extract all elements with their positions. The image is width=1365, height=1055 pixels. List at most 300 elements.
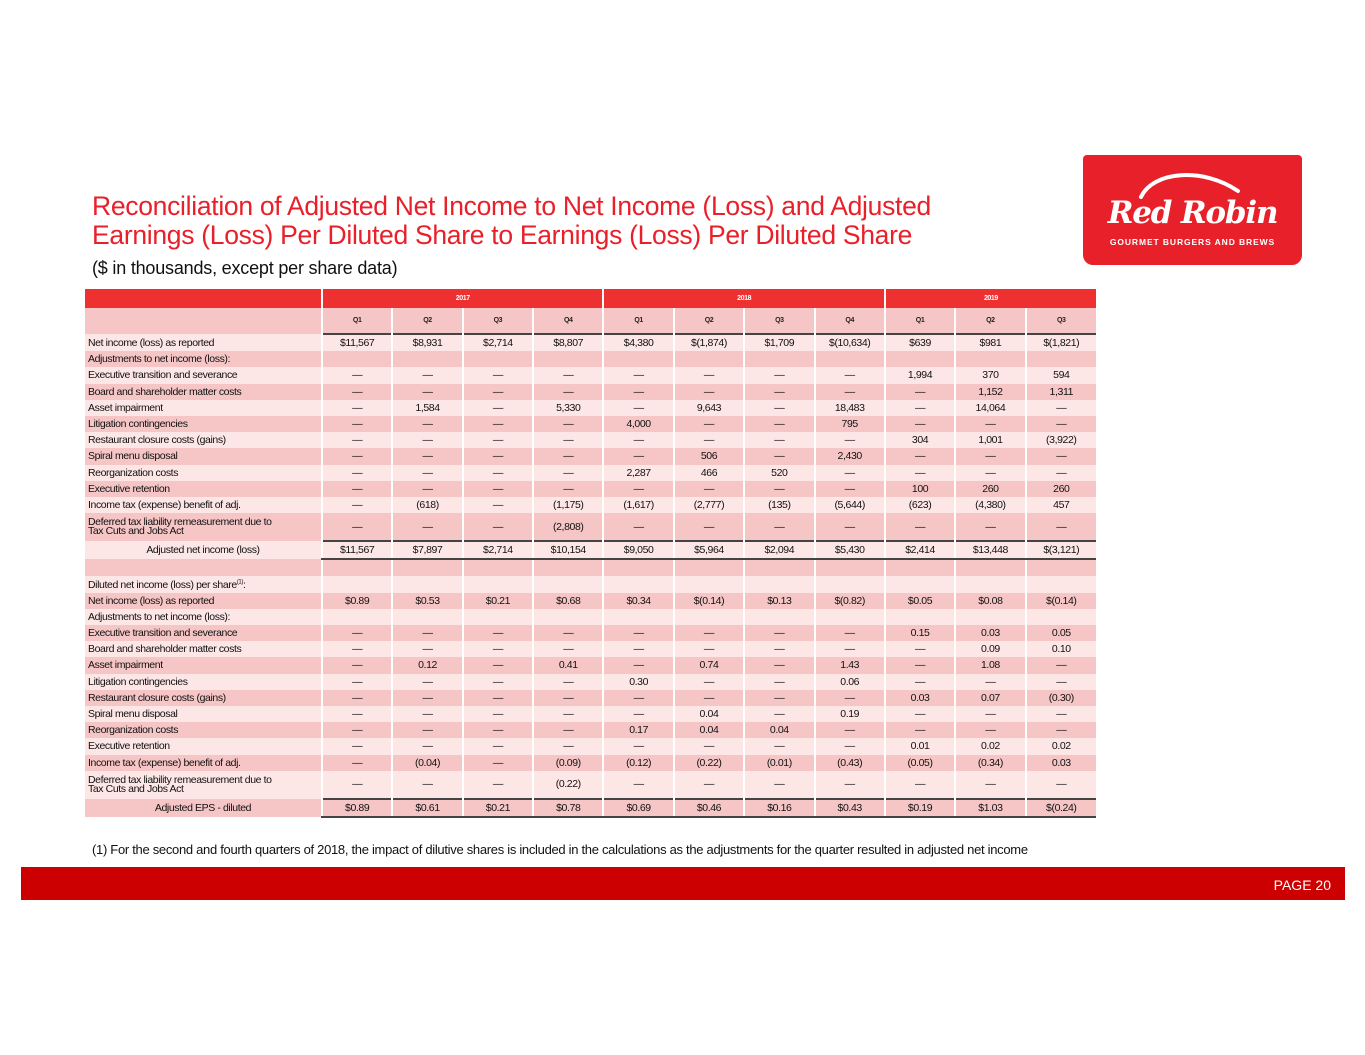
- value-cell: 260: [955, 481, 1025, 497]
- value-cell: —: [463, 465, 533, 481]
- value-cell: [322, 351, 392, 367]
- value-cell: —: [674, 641, 744, 657]
- value-cell: 0.03: [955, 625, 1025, 641]
- value-cell: —: [603, 771, 673, 799]
- value-cell: [674, 609, 744, 625]
- value-cell: —: [603, 513, 673, 541]
- value-cell: —: [1026, 771, 1096, 799]
- value-cell: —: [322, 674, 392, 690]
- value-cell: 0.15: [885, 625, 955, 641]
- value-cell: $8,807: [533, 334, 603, 351]
- value-cell: [533, 559, 603, 576]
- value-cell: —: [392, 384, 462, 400]
- value-cell: $1.03: [955, 799, 1025, 817]
- value-cell: —: [815, 738, 885, 754]
- value-cell: —: [955, 674, 1025, 690]
- value-cell: $0.05: [885, 593, 955, 609]
- value-cell: $0.69: [603, 799, 673, 817]
- value-cell: —: [463, 690, 533, 706]
- row-label: [85, 559, 322, 576]
- value-cell: —: [392, 738, 462, 754]
- value-cell: —: [322, 657, 392, 673]
- table-row: [85, 641, 1096, 657]
- value-cell: $8,931: [392, 334, 462, 351]
- value-cell: 0.17: [603, 722, 673, 738]
- value-cell: —: [392, 432, 462, 448]
- value-cell: [603, 609, 673, 625]
- value-cell: —: [463, 497, 533, 513]
- value-cell: $5,430: [815, 541, 885, 559]
- value-cell: $0.61: [392, 799, 462, 817]
- value-cell: $11,567: [322, 541, 392, 559]
- value-cell: [392, 609, 462, 625]
- value-cell: (0.22): [533, 771, 603, 799]
- value-cell: —: [815, 367, 885, 383]
- value-cell: —: [322, 771, 392, 799]
- value-cell: $10,154: [533, 541, 603, 559]
- value-cell: —: [322, 367, 392, 383]
- value-cell: —: [674, 481, 744, 497]
- value-cell: 2,430: [815, 448, 885, 464]
- quarter-header: Q2: [955, 308, 1025, 334]
- value-cell: (2,808): [533, 513, 603, 541]
- value-cell: 1,584: [392, 400, 462, 416]
- value-cell: —: [533, 738, 603, 754]
- year-header-2018: 2018: [603, 289, 884, 308]
- red-robin-logo: [1083, 155, 1302, 265]
- value-cell: —: [392, 481, 462, 497]
- value-cell: —: [392, 722, 462, 738]
- value-cell: 0.41: [533, 657, 603, 673]
- value-cell: —: [674, 513, 744, 541]
- value-cell: —: [533, 432, 603, 448]
- table-row: [85, 755, 1096, 771]
- value-cell: —: [603, 738, 673, 754]
- row-label: [85, 657, 322, 673]
- year-header-row: [85, 289, 1096, 308]
- value-cell: —: [885, 674, 955, 690]
- value-cell: —: [674, 367, 744, 383]
- value-cell: —: [674, 690, 744, 706]
- value-cell: —: [744, 690, 814, 706]
- value-cell: [603, 351, 673, 367]
- value-cell: $11,567: [322, 334, 392, 351]
- year-header-blank: [85, 289, 322, 308]
- row-label: [85, 593, 322, 609]
- row-label-text: Net income (loss) as reported: [88, 336, 215, 349]
- table-row: [85, 541, 1096, 559]
- footer-bar: [21, 867, 1345, 900]
- value-cell: $0.53: [392, 593, 462, 609]
- value-cell: —: [533, 625, 603, 641]
- table-row: [85, 799, 1096, 817]
- value-cell: [744, 351, 814, 367]
- value-cell: 370: [955, 367, 1025, 383]
- value-cell: —: [1026, 448, 1096, 464]
- value-cell: $0.78: [533, 799, 603, 817]
- value-cell: [885, 609, 955, 625]
- value-cell: 260: [1026, 481, 1096, 497]
- value-cell: —: [322, 497, 392, 513]
- value-cell: (0.12): [603, 755, 673, 771]
- row-label: [85, 367, 322, 383]
- value-cell: —: [533, 722, 603, 738]
- value-cell: —: [885, 771, 955, 799]
- value-cell: —: [533, 416, 603, 432]
- value-cell: —: [463, 722, 533, 738]
- row-label: [85, 513, 322, 541]
- row-label: [85, 541, 322, 559]
- value-cell: —: [674, 384, 744, 400]
- row-label: [85, 497, 322, 513]
- value-cell: (0.01): [744, 755, 814, 771]
- value-cell: [463, 351, 533, 367]
- row-label: [85, 384, 322, 400]
- value-cell: $13,448: [955, 541, 1025, 559]
- value-cell: $(0.24): [1026, 799, 1096, 817]
- value-cell: —: [1026, 513, 1096, 541]
- quarter-header: Q3: [744, 308, 814, 334]
- value-cell: 0.01: [885, 738, 955, 754]
- value-cell: 0.19: [815, 706, 885, 722]
- value-cell: (623): [885, 497, 955, 513]
- value-cell: [533, 609, 603, 625]
- value-cell: [533, 576, 603, 592]
- value-cell: 520: [744, 465, 814, 481]
- value-cell: —: [533, 465, 603, 481]
- value-cell: —: [815, 641, 885, 657]
- value-cell: —: [744, 448, 814, 464]
- row-label-text: Net income (loss) as reported: [88, 594, 215, 607]
- value-cell: 0.12: [392, 657, 462, 673]
- value-cell: —: [603, 625, 673, 641]
- value-cell: 0.09: [955, 641, 1025, 657]
- value-cell: $(0.14): [674, 593, 744, 609]
- value-cell: —: [533, 674, 603, 690]
- value-cell: [955, 559, 1025, 576]
- year-header-2017: 2017: [322, 289, 603, 308]
- value-cell: —: [322, 400, 392, 416]
- value-cell: [955, 351, 1025, 367]
- table-row: [85, 657, 1096, 673]
- table-row: [85, 400, 1096, 416]
- value-cell: —: [674, 771, 744, 799]
- table-row: [85, 351, 1096, 367]
- row-label: [85, 641, 322, 657]
- value-cell: $0.89: [322, 593, 392, 609]
- value-cell: [1026, 351, 1096, 367]
- value-cell: $(1,821): [1026, 334, 1096, 351]
- value-cell: —: [815, 722, 885, 738]
- table-row: [85, 481, 1096, 497]
- value-cell: $981: [955, 334, 1025, 351]
- row-label-text: Litigation contingencies: [88, 418, 188, 431]
- row-label-text: Executive retention: [88, 740, 170, 753]
- value-cell: —: [744, 738, 814, 754]
- value-cell: —: [463, 625, 533, 641]
- row-label-text: Executive transition and severance: [88, 369, 238, 382]
- value-cell: —: [463, 513, 533, 541]
- quarter-header-blank: [85, 308, 322, 334]
- quarter-header: Q2: [674, 308, 744, 334]
- value-cell: —: [744, 416, 814, 432]
- value-cell: [322, 559, 392, 576]
- row-label: [85, 465, 322, 481]
- table-row: [85, 609, 1096, 625]
- row-label: [85, 432, 322, 448]
- value-cell: —: [885, 722, 955, 738]
- value-cell: [744, 559, 814, 576]
- value-cell: 0.06: [815, 674, 885, 690]
- value-cell: 1.43: [815, 657, 885, 673]
- value-cell: [392, 351, 462, 367]
- value-cell: 0.10: [1026, 641, 1096, 657]
- row-label-text: Adjustments to net income (loss):: [88, 353, 231, 366]
- value-cell: $0.08: [955, 593, 1025, 609]
- table-row: [85, 625, 1096, 641]
- value-cell: —: [955, 513, 1025, 541]
- value-cell: —: [744, 400, 814, 416]
- row-label-text: Income tax (expense) benefit of adj.: [88, 498, 241, 511]
- value-cell: —: [955, 416, 1025, 432]
- row-label: [85, 576, 322, 592]
- table-row: [85, 513, 1096, 541]
- row-label: [85, 351, 322, 367]
- value-cell: —: [1026, 400, 1096, 416]
- value-cell: —: [392, 465, 462, 481]
- value-cell: $0.19: [885, 799, 955, 817]
- value-cell: (4,380): [955, 497, 1025, 513]
- value-cell: $(0.14): [1026, 593, 1096, 609]
- value-cell: —: [885, 706, 955, 722]
- value-cell: 18,483: [815, 400, 885, 416]
- row-label: [85, 755, 322, 771]
- value-cell: —: [392, 674, 462, 690]
- row-label-text: Deferred tax liability remeasurement due to: [88, 516, 272, 529]
- value-cell: [815, 576, 885, 592]
- value-cell: —: [815, 690, 885, 706]
- row-label: [85, 706, 322, 722]
- value-cell: (2,777): [674, 497, 744, 513]
- row-label-text: Adjustments to net income (loss):: [88, 610, 231, 623]
- value-cell: —: [815, 481, 885, 497]
- value-cell: $9,050: [603, 541, 673, 559]
- value-cell: (1,617): [603, 497, 673, 513]
- value-cell: 0.03: [1026, 755, 1096, 771]
- value-cell: $0.34: [603, 593, 673, 609]
- value-cell: $2,714: [463, 334, 533, 351]
- value-cell: [815, 559, 885, 576]
- value-cell: $4,380: [603, 334, 673, 351]
- value-cell: 14,064: [955, 400, 1025, 416]
- row-label: [85, 722, 322, 738]
- value-cell: —: [322, 722, 392, 738]
- value-cell: —: [322, 513, 392, 541]
- value-cell: 795: [815, 416, 885, 432]
- value-cell: 9,643: [674, 400, 744, 416]
- value-cell: (0.43): [815, 755, 885, 771]
- value-cell: 5,330: [533, 400, 603, 416]
- value-cell: —: [322, 625, 392, 641]
- value-cell: —: [322, 465, 392, 481]
- value-cell: [322, 609, 392, 625]
- value-cell: (5,644): [815, 497, 885, 513]
- units-subtitle: ($ in thousands, except per share data): [92, 258, 398, 278]
- value-cell: —: [322, 384, 392, 400]
- row-label-text: Executive retention: [88, 482, 170, 495]
- value-cell: (0.04): [392, 755, 462, 771]
- value-cell: 0.05: [1026, 625, 1096, 641]
- value-cell: —: [744, 771, 814, 799]
- row-label: [85, 609, 322, 625]
- row-label-text: Spiral menu disposal: [88, 450, 178, 463]
- row-label-text: Adjusted net income (loss): [146, 544, 260, 557]
- row-label-suffix: :: [242, 578, 246, 591]
- value-cell: —: [463, 771, 533, 799]
- value-cell: —: [1026, 416, 1096, 432]
- table-row: [85, 497, 1096, 513]
- title-line-1: Reconciliation of Adjusted Net Income to Net Income (Loss) and Adjusted: [92, 191, 931, 221]
- value-cell: —: [392, 706, 462, 722]
- value-cell: —: [674, 432, 744, 448]
- value-cell: $0.89: [322, 799, 392, 817]
- quarter-header: Q3: [1026, 308, 1096, 334]
- value-cell: —: [674, 738, 744, 754]
- year-header-2019: 2019: [885, 289, 1096, 308]
- value-cell: [885, 559, 955, 576]
- table-row: [85, 416, 1096, 432]
- value-cell: —: [322, 481, 392, 497]
- value-cell: (0.30): [1026, 690, 1096, 706]
- quarter-header: Q4: [533, 308, 603, 334]
- row-label: [85, 690, 322, 706]
- value-cell: —: [955, 771, 1025, 799]
- table-row: [85, 771, 1096, 799]
- value-cell: —: [815, 384, 885, 400]
- value-cell: —: [815, 432, 885, 448]
- value-cell: —: [322, 755, 392, 771]
- row-label-text: Deferred tax liability remeasurement due to: [88, 773, 272, 786]
- value-cell: —: [885, 465, 955, 481]
- value-cell: 0.02: [955, 738, 1025, 754]
- value-cell: —: [603, 400, 673, 416]
- value-cell: —: [392, 416, 462, 432]
- row-label: [85, 625, 322, 641]
- value-cell: (0.22): [674, 755, 744, 771]
- value-cell: —: [463, 657, 533, 673]
- value-cell: —: [744, 706, 814, 722]
- value-cell: —: [463, 384, 533, 400]
- value-cell: —: [744, 657, 814, 673]
- value-cell: $7,897: [392, 541, 462, 559]
- value-cell: [1026, 576, 1096, 592]
- value-cell: [463, 576, 533, 592]
- value-cell: —: [1026, 465, 1096, 481]
- value-cell: [674, 576, 744, 592]
- value-cell: 2,287: [603, 465, 673, 481]
- value-cell: $(0.82): [815, 593, 885, 609]
- value-cell: 0.30: [603, 674, 673, 690]
- row-label-text: Litigation contingencies: [88, 675, 188, 688]
- value-cell: —: [463, 416, 533, 432]
- value-cell: [674, 351, 744, 367]
- value-cell: —: [815, 465, 885, 481]
- value-cell: [1026, 559, 1096, 576]
- value-cell: —: [885, 448, 955, 464]
- value-cell: [955, 609, 1025, 625]
- value-cell: —: [392, 771, 462, 799]
- value-cell: —: [744, 625, 814, 641]
- table-row: [85, 706, 1096, 722]
- row-label-text: Reorganization costs: [88, 724, 179, 737]
- value-cell: 506: [674, 448, 744, 464]
- value-cell: —: [603, 690, 673, 706]
- logo-tagline: GOURMET BURGERS AND BREWS: [1109, 237, 1276, 247]
- value-cell: —: [1026, 706, 1096, 722]
- value-cell: [815, 609, 885, 625]
- row-label-text: Asset impairment: [88, 401, 163, 414]
- logo-brand-name: Red Robin: [1107, 195, 1278, 231]
- table-row: [85, 559, 1096, 576]
- value-cell: —: [322, 706, 392, 722]
- value-cell: [744, 576, 814, 592]
- value-cell: —: [392, 367, 462, 383]
- value-cell: $0.16: [744, 799, 814, 817]
- value-cell: —: [463, 755, 533, 771]
- value-cell: 304: [885, 432, 955, 448]
- value-cell: $0.43: [815, 799, 885, 817]
- value-cell: —: [603, 367, 673, 383]
- value-cell: 1,994: [885, 367, 955, 383]
- value-cell: —: [322, 448, 392, 464]
- value-cell: —: [533, 384, 603, 400]
- value-cell: $2,714: [463, 541, 533, 559]
- value-cell: —: [322, 738, 392, 754]
- value-cell: —: [322, 432, 392, 448]
- value-cell: —: [392, 513, 462, 541]
- value-cell: —: [955, 706, 1025, 722]
- value-cell: —: [955, 448, 1025, 464]
- row-label-text: Restaurant closure costs (gains): [88, 691, 226, 704]
- table-row: [85, 722, 1096, 738]
- value-cell: —: [463, 367, 533, 383]
- row-label: [85, 334, 322, 351]
- value-cell: (1,175): [533, 497, 603, 513]
- value-cell: [1026, 609, 1096, 625]
- row-label-text-line2: Tax Cuts and Jobs Act: [88, 782, 184, 795]
- value-cell: 1,001: [955, 432, 1025, 448]
- value-cell: —: [463, 432, 533, 448]
- value-cell: —: [885, 641, 955, 657]
- value-cell: —: [674, 416, 744, 432]
- value-cell: —: [463, 448, 533, 464]
- value-cell: [885, 576, 955, 592]
- value-cell: —: [744, 641, 814, 657]
- value-cell: [533, 351, 603, 367]
- value-cell: (0.05): [885, 755, 955, 771]
- value-cell: $0.21: [463, 593, 533, 609]
- table-row: [85, 674, 1096, 690]
- row-label: [85, 481, 322, 497]
- value-cell: —: [603, 384, 673, 400]
- reconciliation-table: [85, 289, 1096, 818]
- value-cell: $0.68: [533, 593, 603, 609]
- quarter-header: Q4: [815, 308, 885, 334]
- value-cell: —: [463, 481, 533, 497]
- value-cell: (0.34): [955, 755, 1025, 771]
- value-cell: [392, 576, 462, 592]
- quarter-header: Q1: [322, 308, 392, 334]
